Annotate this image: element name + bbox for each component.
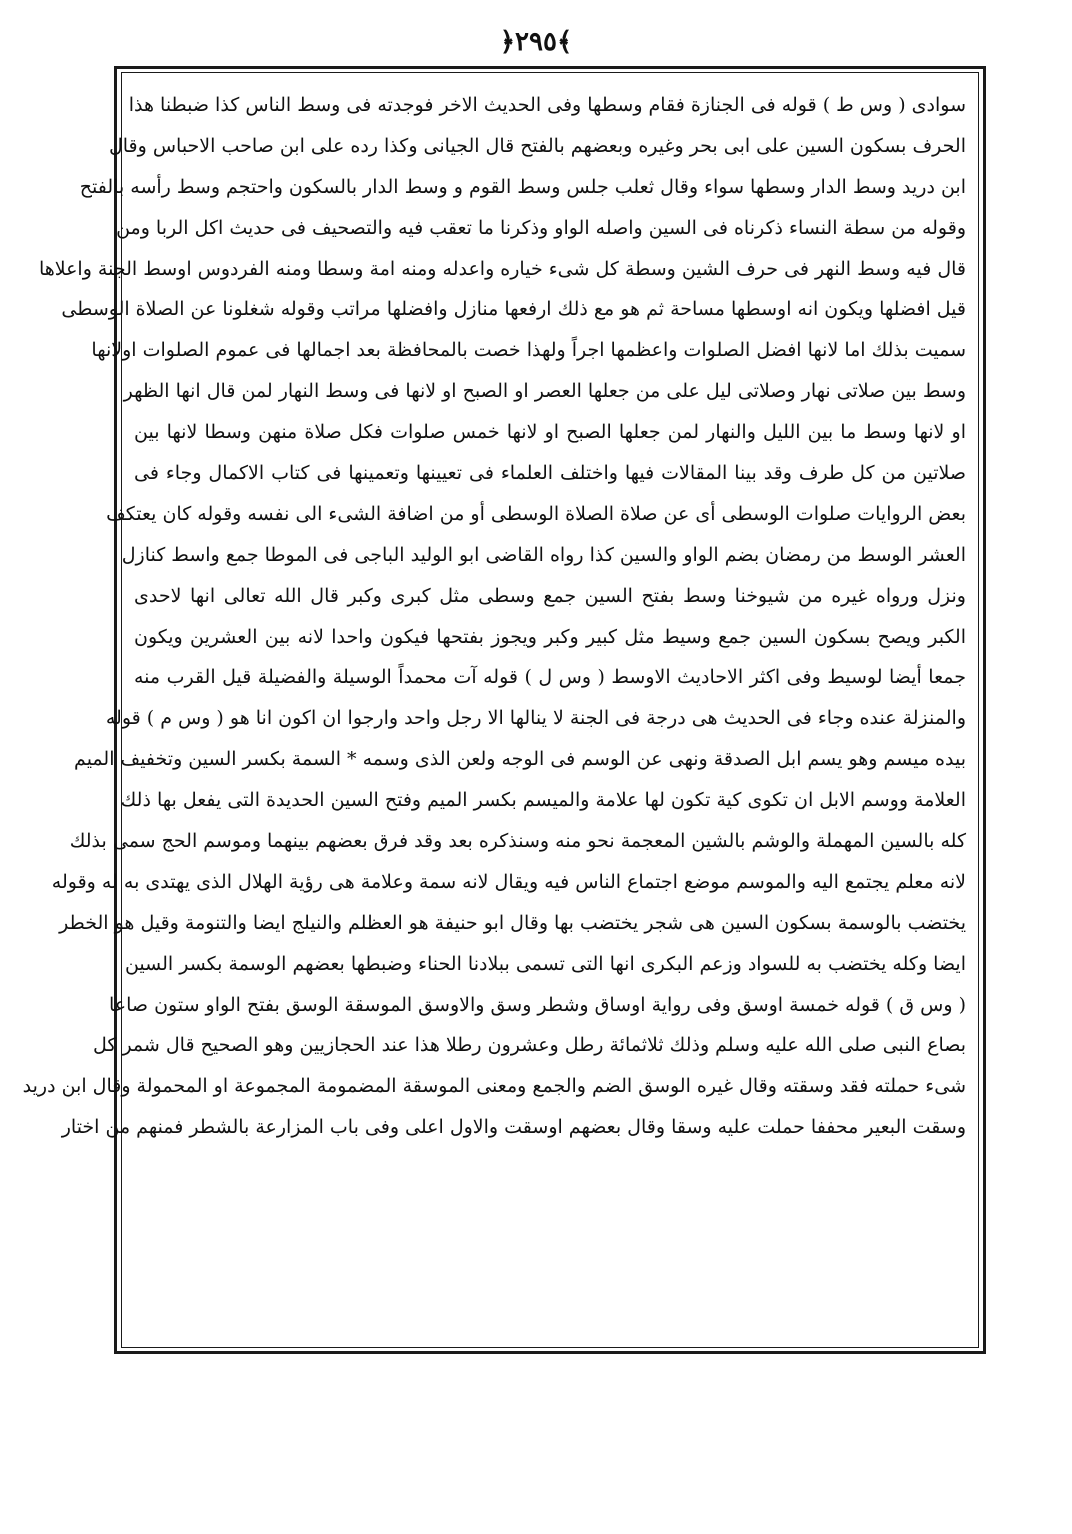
page-number: ﴿٢٩٥﴾	[499, 27, 573, 57]
text-line: قيل افضلها ويكون انه اوسطها مساحة ثم هو مع ذلك ارفعها منازل وافضلها مراتب وقوله شغلونا عن الصلاة الوسطى	[61, 298, 966, 321]
text-line: العشر الوسط من رمضان بضم الواو والسين كذا رواه القاضى ابو الوليد الباجى فى الموطا جمع واسط كنازل	[121, 543, 966, 566]
text-line: بعض الروايات صلوات الوسطى أى عن صلاة الصلاة الوسطى أو من اضافة الشىء الى نفسه وقوله كان يعتكف	[106, 502, 966, 525]
text-line: وقوله من سطة النساء ذكرناه فى السين واصله الواو وذكرنا ما تعقب فيه والتصحيف فى حديث اكل الربا ومن	[116, 216, 966, 239]
text-line: ايضا وكله يختضب به للسواد وزعم البكرى انها التى تسمى ببلادنا الحناء وضبطها بعضهم الوسمة بكسر السين	[124, 952, 966, 975]
text-line: قال فيه وسط النهر فى حرف الشين وسطة كل شىء خياره واعدله ومنه امة وسطا ومنه الفردوس اوسط الجنة واعلاها	[38, 257, 966, 280]
text-line: كله بالسين المهملة والوشم بالشين المعجمة نحو منه وسنذكره بعد وقد فرق بعضهم بينهما وموسم الحج سمى بذلك	[69, 830, 966, 853]
text-line: جمعا أيضا لوسيط وفى اكثر الاحاديث الاوسط ( وس ل ) قوله آت محمداً الوسيلة والفضيلة قيل القرب منه	[134, 666, 966, 689]
text-line: بصاع النبى صلى الله عليه وسلم وذلك ثلاثمائة رطل وعشرون رطلا هذا عند الحجازيين وهو الصحيح قال شمر كل	[92, 1034, 966, 1057]
text-line: سوادى ( وس ط ) قوله فى الجنازة فقام وسطها وفى الحديث الاخر فوجدته فى وسط الناس كذا ضبطنا هذا	[128, 94, 966, 116]
text-line: ( وس ق ) قوله خمسة اوسق وفى رواية اوساق وشطر وسق والاوسق الموسقة الوسق بفتح الواو ستون صاعا	[109, 993, 966, 1016]
text-line: ابن دريد وسط الدار وسطها سواء وقال ثعلب جلس وسط القوم و وسط الدار بالسكون واحتجم وسط رأسه بالفتح	[79, 175, 966, 198]
text-line: الكبر ويصح بسكون السين جمع وسيط مثل كبير وكبر ويجوز بفتحها فيكون واحدا لانه بين العشرين ويكون	[134, 625, 966, 648]
text-line: يختضب بالوسمة بسكون السين هى شجر يختضب بها وقال ابو حنيفة هو العظلم والنيلج ايضا والتنومة وقيل هو الخطر	[59, 911, 966, 934]
text-line: بيده ميسم وهو يسم ابل الصدقة ونهى عن الوسم فى الوجه ولعن الذى وسمه * السمة بكسر السين وتخفيف الميم	[74, 748, 966, 771]
text-line: وسقت البعير محففا حملت عليه وسقا وقال بعضهم اوسقت والاول اعلى وفى باب المزارعة بالشطر فمنهم من اختار	[61, 1116, 966, 1139]
text-frame	[22, 72, 979, 1348]
text-line: لانه معلم يجتمع اليه والموسم موضع اجتماع الناس فيه ويقال لانه سمة وعلامة هى رؤية الهلال الذى يهتدى به له وقوله	[51, 870, 966, 893]
text-line: سميت بذلك اما لانها افضل الصلوات واعظمها اجراً ولهذا خصت بالمحافظة بعد اجمالها فى عموم الصلوات اولانها	[91, 339, 966, 362]
text-line: العلامة ووسم الابل ان تكوى كية تكون لها علامة والميسم بكسر الميم وفتح السين الحديدة التى يفعل بها ذلك	[120, 789, 966, 812]
text-line: ونزل ورواه غيره من شيوخنا وسط بفتح السين جمع وسطى مثل كبرى وكبر قال الله تعالى انها لاحدى	[134, 584, 966, 607]
text-line: وسط بين صلاتى نهار وصلاتى ليل على من جعلها العصر او الصبح او لانها فى وسط النهار لمن قال انها الظهر	[123, 380, 966, 403]
text-line: والمنزلة عنده وجاء فى الحديث هى درجة فى الجنة لا ينالها الا رجل واحد وارجوا ان اكون انا هو ( وس م ) قوله	[105, 707, 966, 730]
text-line: الحرف بسكون السين على ابى بحر وغيره وبعضهم بالفتح قال الجيانى وكذا رده على ابن صاحب الاحباس وقال	[108, 134, 966, 157]
text-lines	[22, 85, 966, 1148]
text-line: شىء حملته فقد وسقته وقال غيره الوسق الضم والجمع ومعنى الموسقة المضمومة المجموعة او المحمولة وقال ابن دريد	[22, 1075, 966, 1098]
text-line: او لانها وسط ما بين الليل والنهار لمن جعلها الصبح او لانها خمس صلوات فكل صلاة منهن وسطا لانها بين	[134, 421, 966, 444]
text-line: صلاتين من كل طرف وقد بينا المقالات فيها واختلف العلماء فى تعيينها وتعمينها فى كتاب الاكمال وجاء فى	[134, 462, 966, 485]
